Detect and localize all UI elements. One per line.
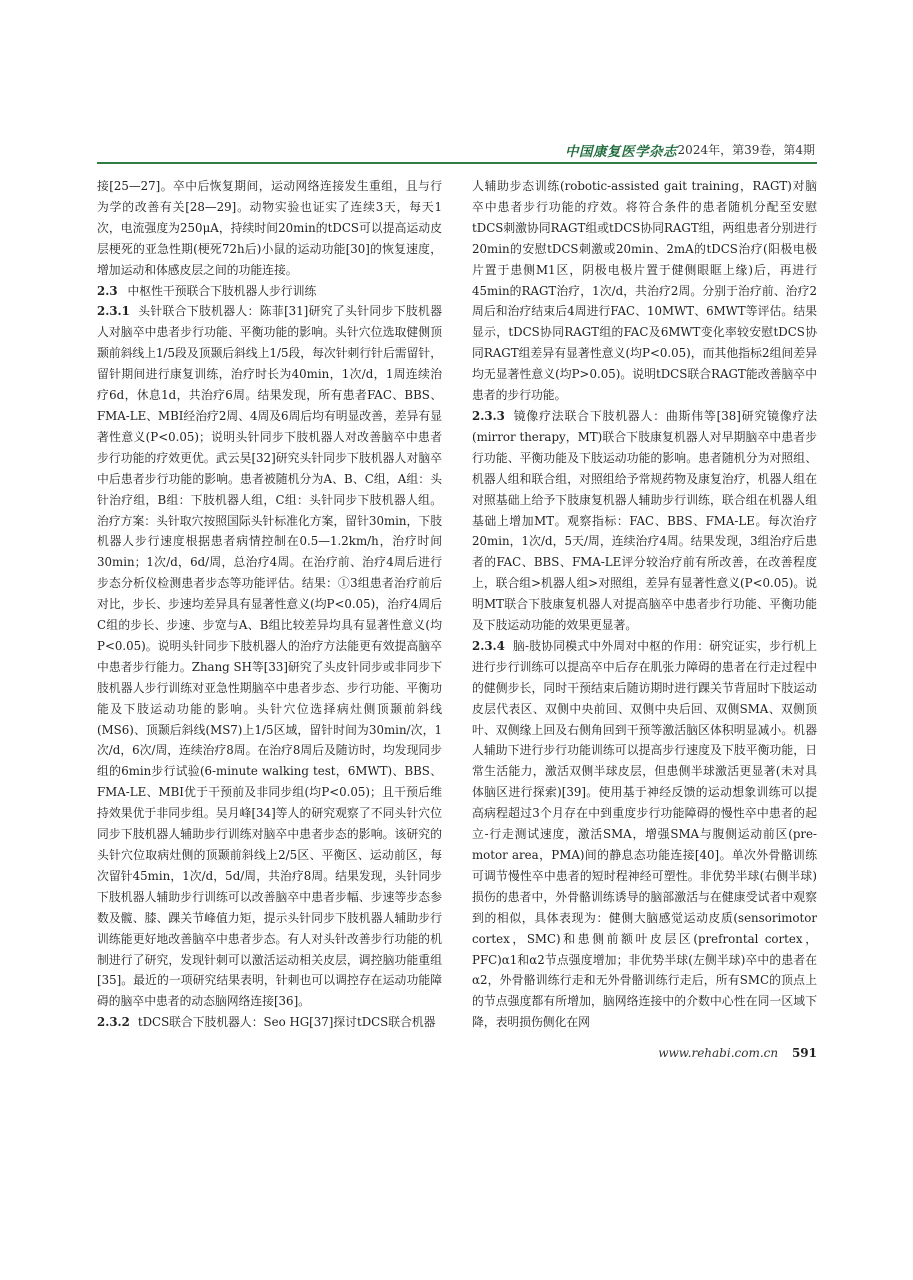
section-heading-2-3 — [97, 281, 442, 302]
header-rule — [97, 162, 817, 164]
page-footer — [658, 1046, 817, 1060]
subsection-number: 2.3.1 — [97, 304, 130, 319]
subsection-text: 头针联合下肢机器人：陈菲[31]研究了头针同步下肢机器人对脑卒中患者步行功能、平衡功能的影响。头针穴位选取健侧顶颞前斜线上1/5段及顶颞后斜线上1/5段，每次针刺行针后需留针，留针期间进行康复训练，治疗时长为40min，1次/d，1周连续治疗6d，休息1d，共治疗6周。结果发现，所有患者FAC、BBS、FMA-LE、MBI经治疗2周、4周及6周后均有明显改善，差异有显著性意义(P<0.05)；说明头针同步下肢机器人对改善脑卒中患者步行功能的疗效更优。武云昊[32]研究头针同步下肢机器人对脑卒中后患者步行功能的影响。患者被随机分为A、B、C组，A组：头针治疗组，B组：下肢机器人组，C组：头针同步下肢机器人组。治疗方案：头针取穴按照国际头针标准化方案，留针30min，下肢机器人步行速度根据患者病情控制在0.5—1.2km/h，治疗时间30min；1次/d，6d/周，总治疗4周。在治疗前、治疗4周后进行步态分析仪检测患者步态等功能评估。结果：①3组患者治疗前后对比，步长、步速均差异具有显著性意义(均P<0.05)，治疗4周后C组的步长、步速、步宽与A、B组比较差异均具有显著性意义(均P<0.05)。说明头针同步下肢机器人的治疗方法能更有效提高脑卒中患者步行能力。Zhang SH等[33]研究了头皮针同步或非同步下肢机器人步行训练对亚急性期脑卒中患者步态、步行功能、平衡功能及下肢运动功能的影响。头针穴位选择病灶侧顶颞前斜线(MS6)、顶颞后斜线(MS7)上1/5区域，留针时间为30min/次，1次/d，6次/周，连续治疗8周。在治疗8周后及随访时，均发现同步组的6min步行试验(6-minute walking test，6MWT)、BBS、FMA-LE、MBI优于干预前及非同步组(均P<0.05)；且干预后维持效果优于非同步组。吴月峰[34]等人的研究观察了不同头针穴位同步下肢机器人辅助步行训练对脑卒中患者步态的影响。该研究的头针穴位取病灶侧的顶颞前斜线上2/5区、平衡区、运动前区，每次留针45min，1次/d，5d/周，共治疗8周。结果发现，头针同步下肢机器人辅助步行训练可以改善脑卒中患者步幅、步速等步态参数及髋、膝、踝关节峰值力矩，提示头针同步下肢机器人辅助步行训练能更好地改善脑卒中患者步态。有人对头针改善步行功能的机制进行了研究，发现针刺可以激活运动相关皮层，调控脑功能重组[35]。最近的一项研究结果表明，针刺也可以调控存在运动功能障碍的脑卒中患者的动态脑网络连接[36]。 — [97, 304, 442, 1009]
subsection-2-3-2 — [97, 1012, 442, 1033]
journal-name: 中国康复医学杂志 — [565, 144, 677, 160]
paragraph: 接[25—27]。卒中后恢复期间，运动网络连接发生重组，且与行为学的改善有关[28—29]。动物实验也证实了连续3天，每天1次，电流强度为250μA，持续时间20min的tDCS可以提高运动皮层梗死的亚急性期(梗死72h后)小鼠的运动功能[30]的恢复速度，增加运动和体感皮层之间的功能连接。 — [97, 179, 442, 277]
paragraph: 人辅助步态训练(robotic-assisted gait training，RAGT)对脑卒中患者步行功能的疗效。将符合条件的患者随机分配至安慰tDCS刺激协同RAGT组或tDCS协同RAGT组，两组患者分别进行20min的安慰tDCS刺激或20min、2mA的tDCS治疗(阳极电极片置于患侧M1区，阴极电极片置于健侧眼眶上缘)后，再进行45min的RAGT治疗，1次/d，共治疗2周。分别于治疗前、治疗2周后和治疗结束后4周进行FAC、10MWT、6MWT等评估。结果显示，tDCS协同RAGT组的FAC及6MWT变化率较安慰tDCS协同RAGT组差异有显著性意义(均P<0.05)，而其他指标2组间差异均无显著性意义(均P>0.05)。说明tDCS联合RAGT能改善脑卒中患者的步行功能。 — [472, 179, 817, 403]
left-column — [97, 176, 442, 1033]
section-title: 中枢性干预联合下肢机器人步行训练 — [127, 283, 317, 298]
subsection-2-3-1 — [97, 301, 442, 1012]
subsection-number: 2.3.2 — [97, 1015, 130, 1030]
subsection-text: tDCS联合下肢机器人：Seo HG[37]探讨tDCS联合机器 — [137, 1015, 436, 1030]
subsection-text: 脑-肢协同模式中外周对中枢的作用：研究证实，步行机上进行步行训练可以提高卒中后存在肌张力障碍的患者在行走过程中的健侧步长，同时干预结束后随访期时进行踝关节背屈时下肢运动皮层代表区、双侧中央前回、双侧中央后回、双侧SMA、双侧顶叶、双侧缘上回及右侧角回到干预等激活脑区体积明显减小。机器人辅助下进行步行功能训练可以提高步行速度及下肢平衡功能，日常生活能力，激活双侧半球皮层，但患侧半球激活更显著(未对具体脑区进行探索)[39]。使用基于神经反馈的运动想象训练可以提高病程超过3个月存在中到重度步行功能障碍的慢性卒中患者的起立-行走测试速度，激活SMA，增强SMA与腹侧运动前区(pre-motor area，PMA)间的静息态功能连接[40]。单次外骨骼训练可调节慢性卒中患者的短时程神经可塑性。非优势半球(右侧半球)损伤的患者中，外骨骼训练诱导的脑部激活与在健康受试者中观察到的相似，具体表现为：健侧大脑感觉运动皮质(sensorimotor cortex，SMC)和患侧前额叶皮层区(prefrontal cortex，PFC)α1和α2节点强度增加；非优势半球(左侧半球)卒中的患者在α2，外骨骼训练行走和无外骨骼训练行走后，所有SMC的顶点上的节点强度都有所增加，脑网络连接中的介数中心性在同一区域下降，表明损伤侧化在网 — [472, 638, 817, 1030]
subsection-2-3-4 — [472, 636, 817, 1033]
subsection-number: 2.3.3 — [472, 408, 505, 423]
running-header — [97, 138, 817, 162]
page-number: 591 — [791, 1046, 817, 1060]
right-column — [472, 176, 817, 1033]
subsection-2-3-3 — [472, 406, 817, 636]
subsection-number: 2.3.4 — [472, 638, 505, 653]
issue-info: 2024年，第39卷，第4期 — [677, 143, 815, 157]
journal-url: www.rehabi.com.cn — [658, 1046, 779, 1060]
subsection-text: 镜像疗法联合下肢机器人：曲斯伟等[38]研究镜像疗法(mirror therapy，MT)联合下肢康复机器人对早期脑卒中患者步行功能、平衡功能及下肢运动功能的影响。患者随机分为对照组、机器人组和联合组，对照组给予常规药物及康复治疗，机器人组在对照基础上给予下肢康复机器人辅助步行训练，联合组在机器人组基础上增加MT。观察指标：FAC、BBS、FMA-LE。每次治疗20min，1次/d，5天/周，连续治疗4周。结果发现，3组治疗后患者的FAC、BBS、FMA-LE评分较治疗前有所改善，在改善程度上，联合组>机器人组>对照组，差异有显著性意义(P<0.05)。说明MT联合下肢康复机器人对提高脑卒中患者步行功能、平衡功能及下肢运动功能的效果更显著。 — [472, 408, 817, 633]
section-number: 2.3 — [97, 283, 118, 298]
